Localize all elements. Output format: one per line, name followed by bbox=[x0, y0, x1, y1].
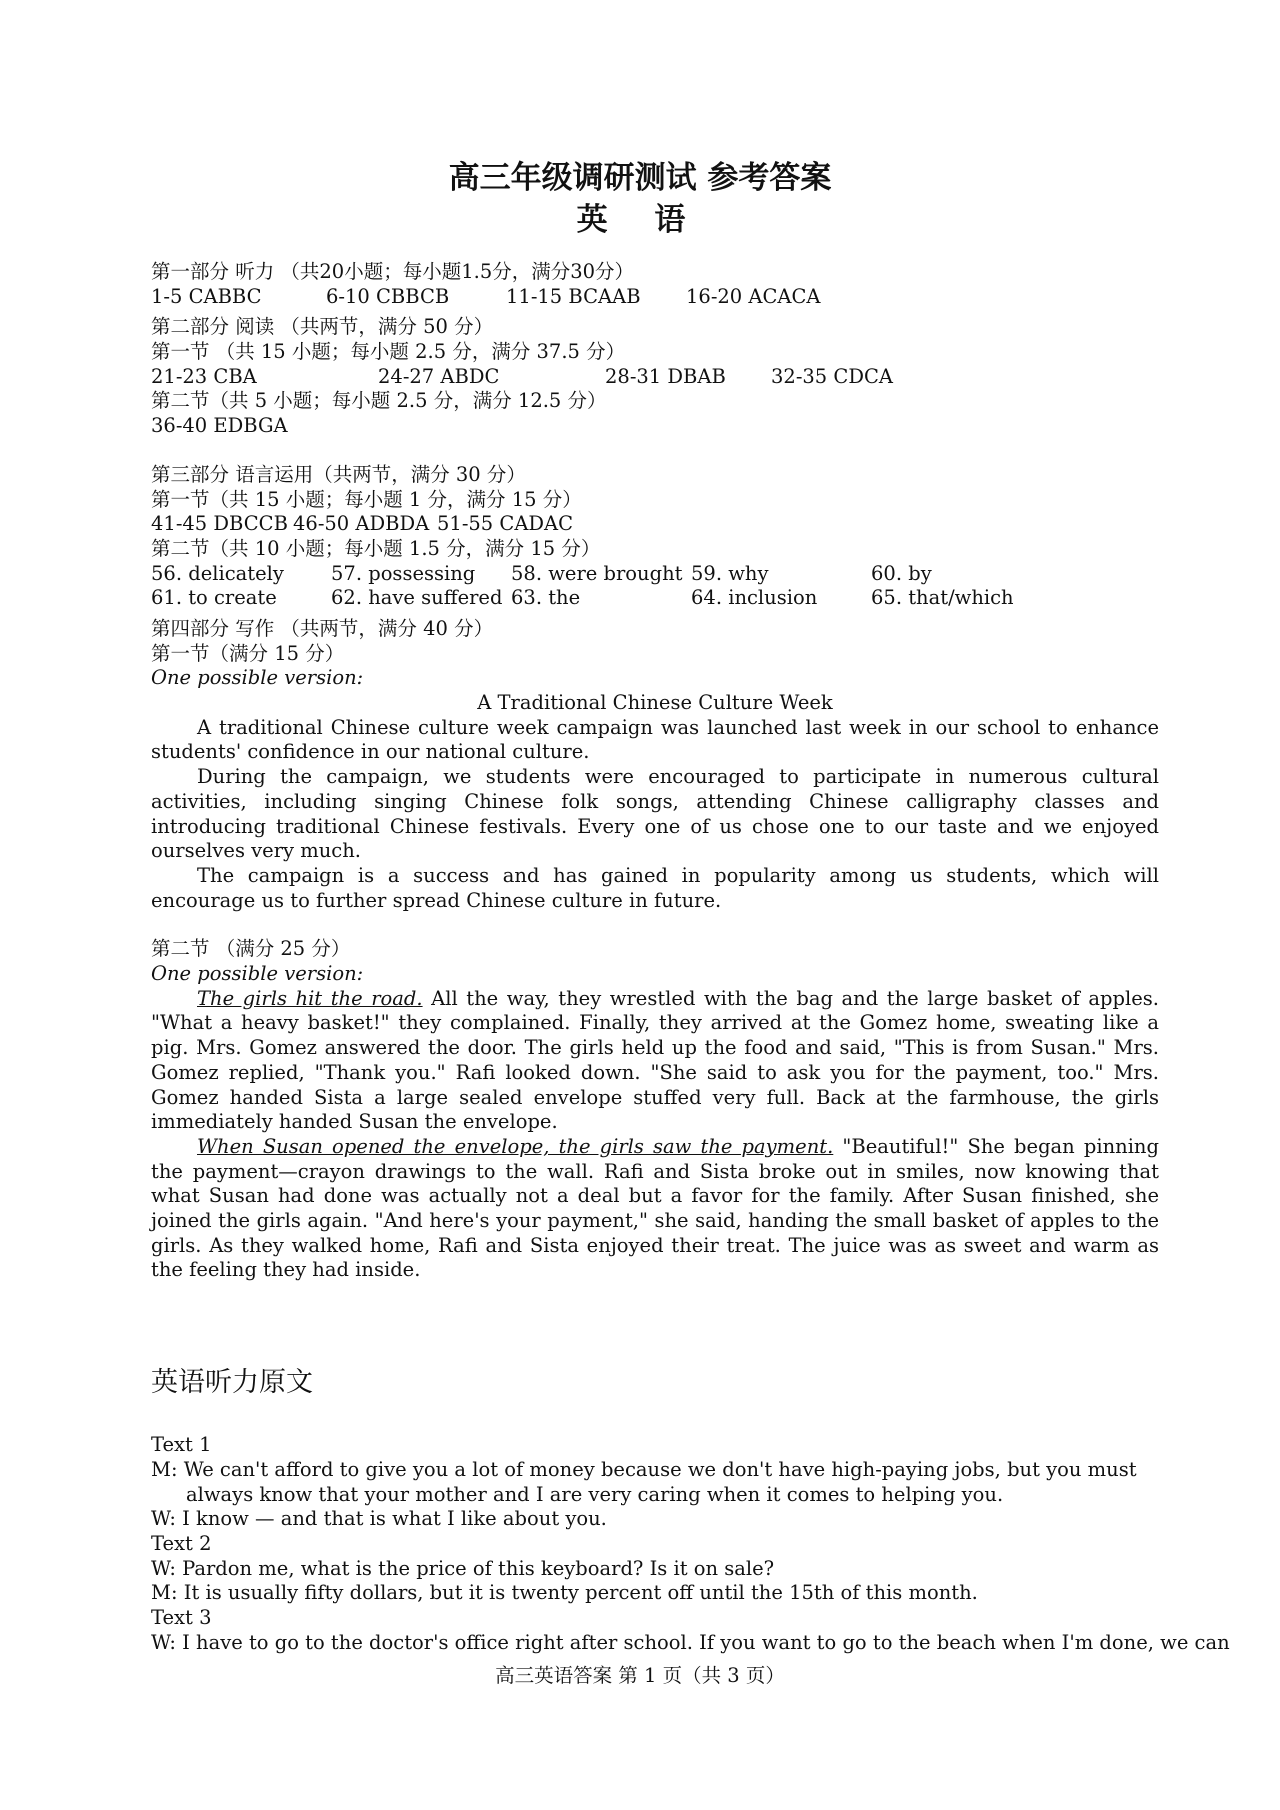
part2-sec1-header: 第一节 （共 15 小题；每小题 2.5 分，满分 37.5 分） bbox=[151, 340, 626, 364]
answer-group: 6-10 CBBCB bbox=[326, 284, 450, 308]
part2-header: 第二部分 阅读 （共两节，满分 50 分） bbox=[151, 315, 494, 339]
story-paragraph-2-body: "Beautiful!" She began pinning the payment—crayon drawings to the wall. Rafi and Sista broke out in smiles, now knowing that what Susan had done was actually not a deal but a favor for the family. After Susan finished, she joined the girls again. "And here's your payment," she said, handing the small basket of apples to the girls. As they walked home, Rafi and Sista enjoyed their treat. The juice was as sweet and warm as the feeling they had inside. bbox=[151, 1134, 1159, 1282]
subject-title: 英 语 bbox=[576, 202, 704, 238]
text2-man: M: It is usually fifty dollars, but it is twenty percent off until the 15th of this month. bbox=[151, 1581, 978, 1605]
fill-answer: 60. by bbox=[871, 561, 932, 585]
part3-header: 第三部分 语言运用（共两节，满分 30 分） bbox=[151, 462, 526, 486]
answer-group: 41-45 DBCCB bbox=[151, 512, 288, 536]
fill-answer: 65. that/which bbox=[871, 586, 1014, 610]
answer-group: 28-31 DBAB bbox=[605, 364, 726, 388]
essay-paragraph-1: A traditional Chinese culture week campaign was launched last week in our school to enhance students' confidence in our national culture. bbox=[151, 715, 1159, 764]
part4-sec1-label: One possible version: bbox=[151, 666, 364, 690]
fill-answer: 61. to create bbox=[151, 586, 277, 610]
answer-group: 51-55 CADAC bbox=[437, 512, 574, 536]
part2-sec1-answers bbox=[151, 365, 1159, 390]
essay-paragraph-2: During the campaign, we students were encouraged to participate in numerous cultural activities, including singing Chinese folk songs, attending Chinese calligraphy classes and introducing traditional Chinese festivals. Every one of us chose one to our taste and we enjoyed ourselves very much. bbox=[151, 765, 1159, 863]
fill-answer: 64. inclusion bbox=[691, 586, 818, 610]
text2-woman: W: Pardon me, what is the price of this keyboard? Is it on sale? bbox=[151, 1556, 775, 1580]
answer-group: 1-5 CABBC bbox=[151, 284, 262, 308]
answer-group: 32-35 CDCA bbox=[771, 364, 893, 388]
text1-man: M: We can't afford to give you a lot of money because we don't have high-paying jobs, but you must always know that your mother and I are very caring when it comes to helping you. bbox=[151, 1457, 1137, 1506]
story-paragraph-1 bbox=[151, 987, 1159, 1135]
story-paragraph-2 bbox=[151, 1135, 1159, 1283]
story-paragraph-2-lead: When Susan opened the envelope, the girls saw the payment. bbox=[197, 1134, 834, 1158]
content bbox=[151, 260, 1230, 1655]
part1-answers bbox=[151, 285, 1159, 310]
part3-sec2-header: 第二节（共 10 小题；每小题 1.5 分，满分 15 分） bbox=[151, 536, 601, 560]
story-paragraph-1-lead: The girls hit the road. bbox=[197, 986, 423, 1010]
answer-group: 16-20 ACACA bbox=[686, 284, 821, 308]
transcript-heading: 英语听力原文 bbox=[151, 1367, 313, 1399]
answer-group: 24-27 ABDC bbox=[378, 364, 500, 388]
part3-sec2-row2 bbox=[151, 586, 1159, 611]
essay-paragraph-3: The campaign is a success and has gained in popularity among us students, which will encourage us to further spread Chinese culture in future. bbox=[151, 863, 1159, 912]
part4-sec2-label: One possible version: bbox=[151, 962, 364, 985]
page-title: 高三年级调研测试 参考答案 bbox=[448, 160, 832, 196]
part4-sec1-header: 第一节（满分 15 分） bbox=[151, 641, 345, 665]
fill-answer: 59. why bbox=[691, 561, 769, 585]
part4-header: 第四部分 写作 （共两节，满分 40 分） bbox=[151, 616, 494, 640]
story-paragraph-1-body: All the way, they wrestled with the bag and the large basket of apples. "What a heavy basket!" they complained. Finally, they arrived at the Gomez home, sweating like a pig. Mrs. Gomez answered the door. The girls held up the food and said, "This is from Susan." Mrs. Gomez replied, "Thank you." Rafi looked down. "She said to ask you for the payment, too." Mrs. Gomez handed Sista a large sealed envelope stuffed very full. Back at the farmhouse, the girls immediately handed Susan the envelope. bbox=[151, 986, 1159, 1134]
text3-label: Text 3 bbox=[151, 1605, 212, 1629]
text1-woman: W: I know — and that is what I like about you. bbox=[151, 1507, 607, 1531]
answer-group: 21-23 CBA bbox=[151, 364, 257, 388]
fill-answer: 57. possessing bbox=[331, 561, 476, 585]
part3-sec1-header: 第一节（共 15 小题；每小题 1 分，满分 15 分） bbox=[151, 487, 582, 511]
fill-answer: 62. have suffered bbox=[331, 586, 503, 610]
essay-title: A Traditional Chinese Culture Week bbox=[477, 691, 833, 714]
part1-header: 第一部分 听力 （共20小题；每小题1.5分，满分30分） bbox=[151, 260, 635, 283]
part2-sec2-answer: 36-40 EDBGA bbox=[151, 414, 288, 438]
fill-answer: 56. delicately bbox=[151, 561, 284, 585]
answer-group: 11-15 BCAAB bbox=[506, 284, 641, 308]
answer-group: 46-50 ADBDA bbox=[293, 512, 430, 536]
part2-sec2-header: 第二节（共 5 小题；每小题 2.5 分，满分 12.5 分） bbox=[151, 389, 607, 413]
part3-sec1-answers bbox=[151, 512, 1159, 537]
part4-sec2-header: 第二节 （满分 25 分） bbox=[151, 937, 351, 961]
text2-label: Text 2 bbox=[151, 1531, 212, 1555]
part3-sec2-row1 bbox=[151, 562, 1159, 587]
page-footer: 高三英语答案 第 1 页（共 3 页） bbox=[495, 1664, 785, 1687]
fill-answer: 58. were brought bbox=[511, 561, 683, 585]
text1-label: Text 1 bbox=[151, 1433, 212, 1457]
fill-answer: 63. the bbox=[511, 586, 581, 610]
text3-woman: W: I have to go to the doctor's office right after school. If you want to go to the beach when I'm done, we can bbox=[151, 1630, 1230, 1654]
